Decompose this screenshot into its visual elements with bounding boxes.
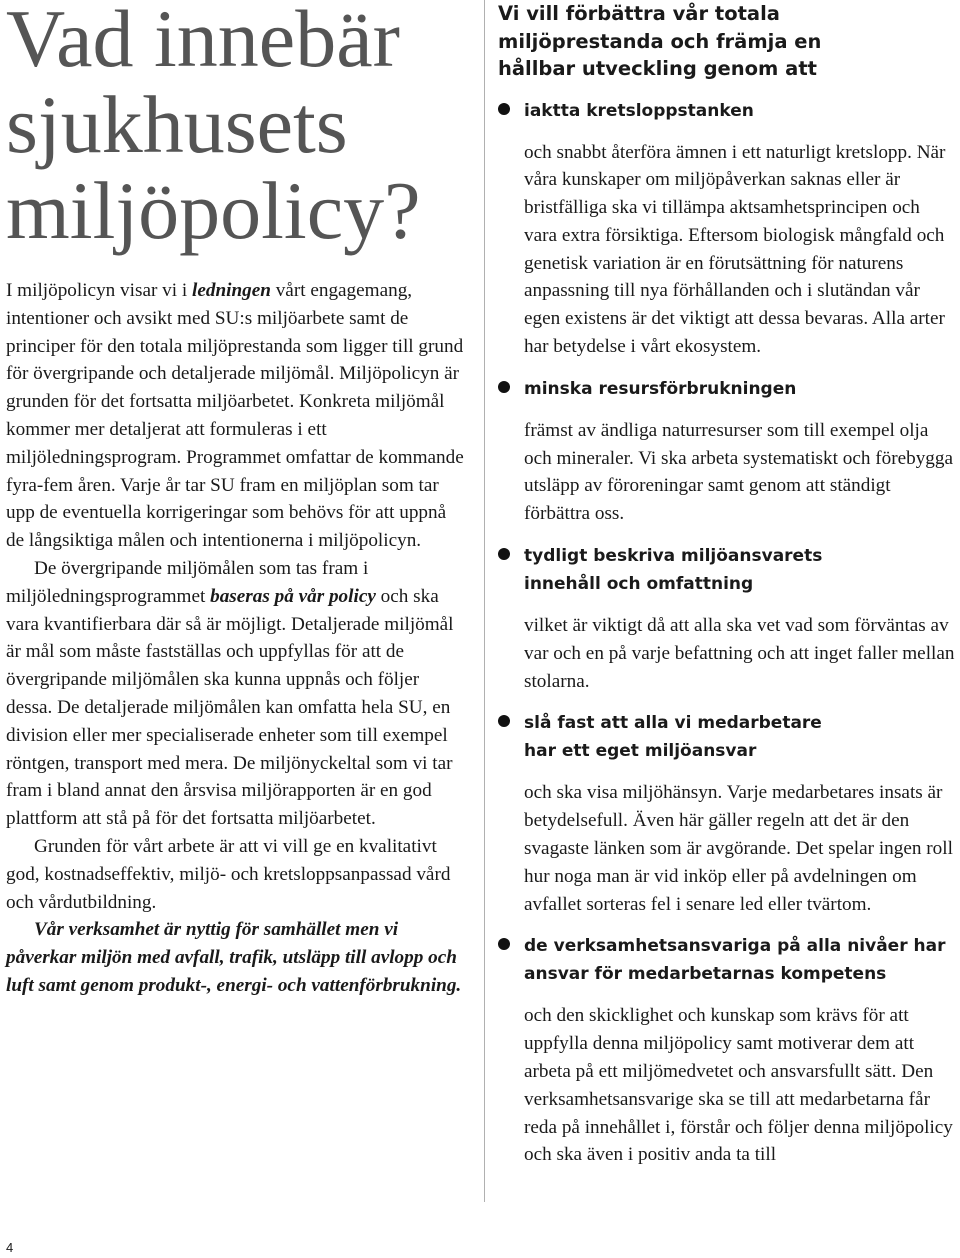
left-column bbox=[6, 277, 466, 1000]
intro-paragraph bbox=[6, 277, 466, 555]
intro-text-start: I miljöpolicyn visar vi i bbox=[6, 280, 192, 301]
bullet-text: och ska visa miljöhänsyn. Varje medarbetares insats är betydelsefull. Även här gäller regeln att det är den svagaste länken som är avgörande. Det spelar ingen roll hur noga man är vid inköp eller på avdelningen om avfallet sorteras fel i senare led eller tvärtom. bbox=[524, 782, 953, 915]
bullet-text: främst av ändliga naturresurser som till exempel olja och mineraler. Vi ska arbeta systematiskt och förebygga utsläpp av föroreningar samt genom att ständigt förbättra oss. bbox=[524, 419, 954, 525]
column-divider bbox=[484, 0, 485, 1202]
policy-heading-line-1: Vi vill förbättra vår totala bbox=[498, 2, 780, 25]
title-line-1: Vad innebär bbox=[6, 0, 400, 84]
page-number: 4 bbox=[6, 1240, 14, 1255]
bullet-title-line: har ett eget miljöansvar bbox=[524, 741, 757, 762]
bullet-title bbox=[524, 709, 956, 765]
intro-text-rest: vårt engagemang, intentioner och avsikt med SU:s miljöarbete samt de principer för den totala miljöprestanda som ligger till grund för övergripande och detaljerade miljömål. Miljöpolicyn är grunden för det fortsatta miljöarbetet. Konkreta miljömål kommer mer detaljerat att formuleras i ett miljöledningsprogram. Programmet omfattar de kommande fyra-fem åren. Varje år tar SU fram en miljöplan som tar upp de eventuella korrigeringar som behövs för att uppnå de långsiktiga målen och intentionerna i miljöpolicyn. bbox=[6, 280, 464, 552]
bullet-text: och snabbt återföra ämnen i ett naturligt kretslopp. När våra kunskaper om miljöpåverkan saknas eller är bristfälliga ska vi tillämpa aktsamhetsprincipen och vara extra försiktiga. Eftersom biologisk mångfald och genetisk variation är en förutsättning för naturens anpassning till nya förhållanden och i slutändan vår egen existens är det viktigt att dessa bevaras. Alla arter har betydelse i vårt ekosystem. bbox=[524, 141, 946, 358]
page-title bbox=[6, 0, 420, 254]
right-column bbox=[498, 0, 956, 1169]
bullet-title-line: iaktta kretsloppstanken bbox=[524, 100, 754, 121]
bullet-title-line: innehåll och omfattning bbox=[524, 574, 754, 595]
bullet-title bbox=[524, 542, 956, 598]
bullet-dot-icon bbox=[498, 715, 510, 727]
bullet-title bbox=[524, 375, 956, 403]
bullet-dot-icon bbox=[498, 381, 510, 393]
bullet-title-line: minska resursförbrukningen bbox=[524, 378, 797, 399]
bullet-title-line: ansvar för medarbetarnas kompetens bbox=[524, 964, 887, 985]
policy-heading-line-3: hållbar utveckling genom att bbox=[498, 57, 817, 80]
title-line-2: sjukhusets bbox=[6, 79, 348, 170]
bullet-dot-icon bbox=[498, 938, 510, 950]
foundation-paragraph: Grunden för vårt arbete är att vi vill ge en kvalitativt god, kostnadseffektiv, miljö- och kretsloppsanpassad vård och vårdutbildning. bbox=[6, 835, 451, 913]
bullet-title-line: slå fast att alla vi medarbetare bbox=[524, 713, 822, 734]
goals-text-start: De övergripande miljömålen som tas fram i miljöledningsprogrammet bbox=[6, 557, 369, 607]
closing-statement: Vår verksamhet är nyttig för samhället men vi påverkar miljön med avfall, trafik, utsläpp till avlopp och luft samt genom produkt-, energi- och vattenförbrukning. bbox=[6, 919, 462, 996]
title-line-3: miljöpolicy? bbox=[6, 165, 421, 256]
bullet-item-medarbetare bbox=[498, 709, 956, 918]
policy-heading-line-2: miljöprestanda och främja en bbox=[498, 29, 822, 53]
bullet-item-miljoansvar bbox=[498, 542, 956, 695]
goals-text-rest: och ska vara kvantifierbara där så är möjligt. Detaljerade miljömål är mål som måste fastställas och uppfyllas för att de övergripande miljömålen ska kunna uppnås och följer dessa. De detaljerade miljömålen kan omfatta hela SU, en division eller mer specialiserade enheter som till exempel röntgen, transport med mera. De miljönyckeltal som vi tar fram i bland annat den årsvisa miljörapporten är en god plattform att stå på för det fortsatta miljöarbetet. bbox=[6, 585, 454, 830]
bullet-text: vilket är viktigt då att alla ska vet vad som förväntas av var och en på varje befattning och att inget faller mellan stolarna. bbox=[524, 615, 955, 692]
policy-heading bbox=[498, 0, 956, 83]
bullet-title bbox=[524, 97, 956, 125]
goals-emphasis: baseras på vår policy bbox=[210, 585, 376, 607]
bullet-item-resurser bbox=[498, 375, 956, 528]
intro-emphasis: ledningen bbox=[192, 280, 271, 301]
bullet-title bbox=[524, 932, 956, 988]
goals-paragraph bbox=[6, 555, 466, 833]
bullet-title-line: tydligt beskriva miljöansvarets bbox=[524, 546, 823, 567]
bullet-text: och den skicklighet och kunskap som krävs för att uppfylla denna miljöpolicy samt motiverar dem att arbeta på ett miljömedvetet och ansvarsfullt sätt. Den verksamhetsansvarige ska se till att medarbetarna får reda på innehållet i, förstår och följer denna miljöpolicy och ska även i positiv anda ta till bbox=[524, 1005, 953, 1166]
bullet-item-kretslopp bbox=[498, 97, 956, 361]
bullet-item-verksamhetsansvariga bbox=[498, 932, 956, 1169]
bullet-title-line: de verksamhetsansvariga på alla nivåer har bbox=[524, 936, 946, 957]
bullet-dot-icon bbox=[498, 103, 510, 115]
bullet-dot-icon bbox=[498, 548, 510, 560]
